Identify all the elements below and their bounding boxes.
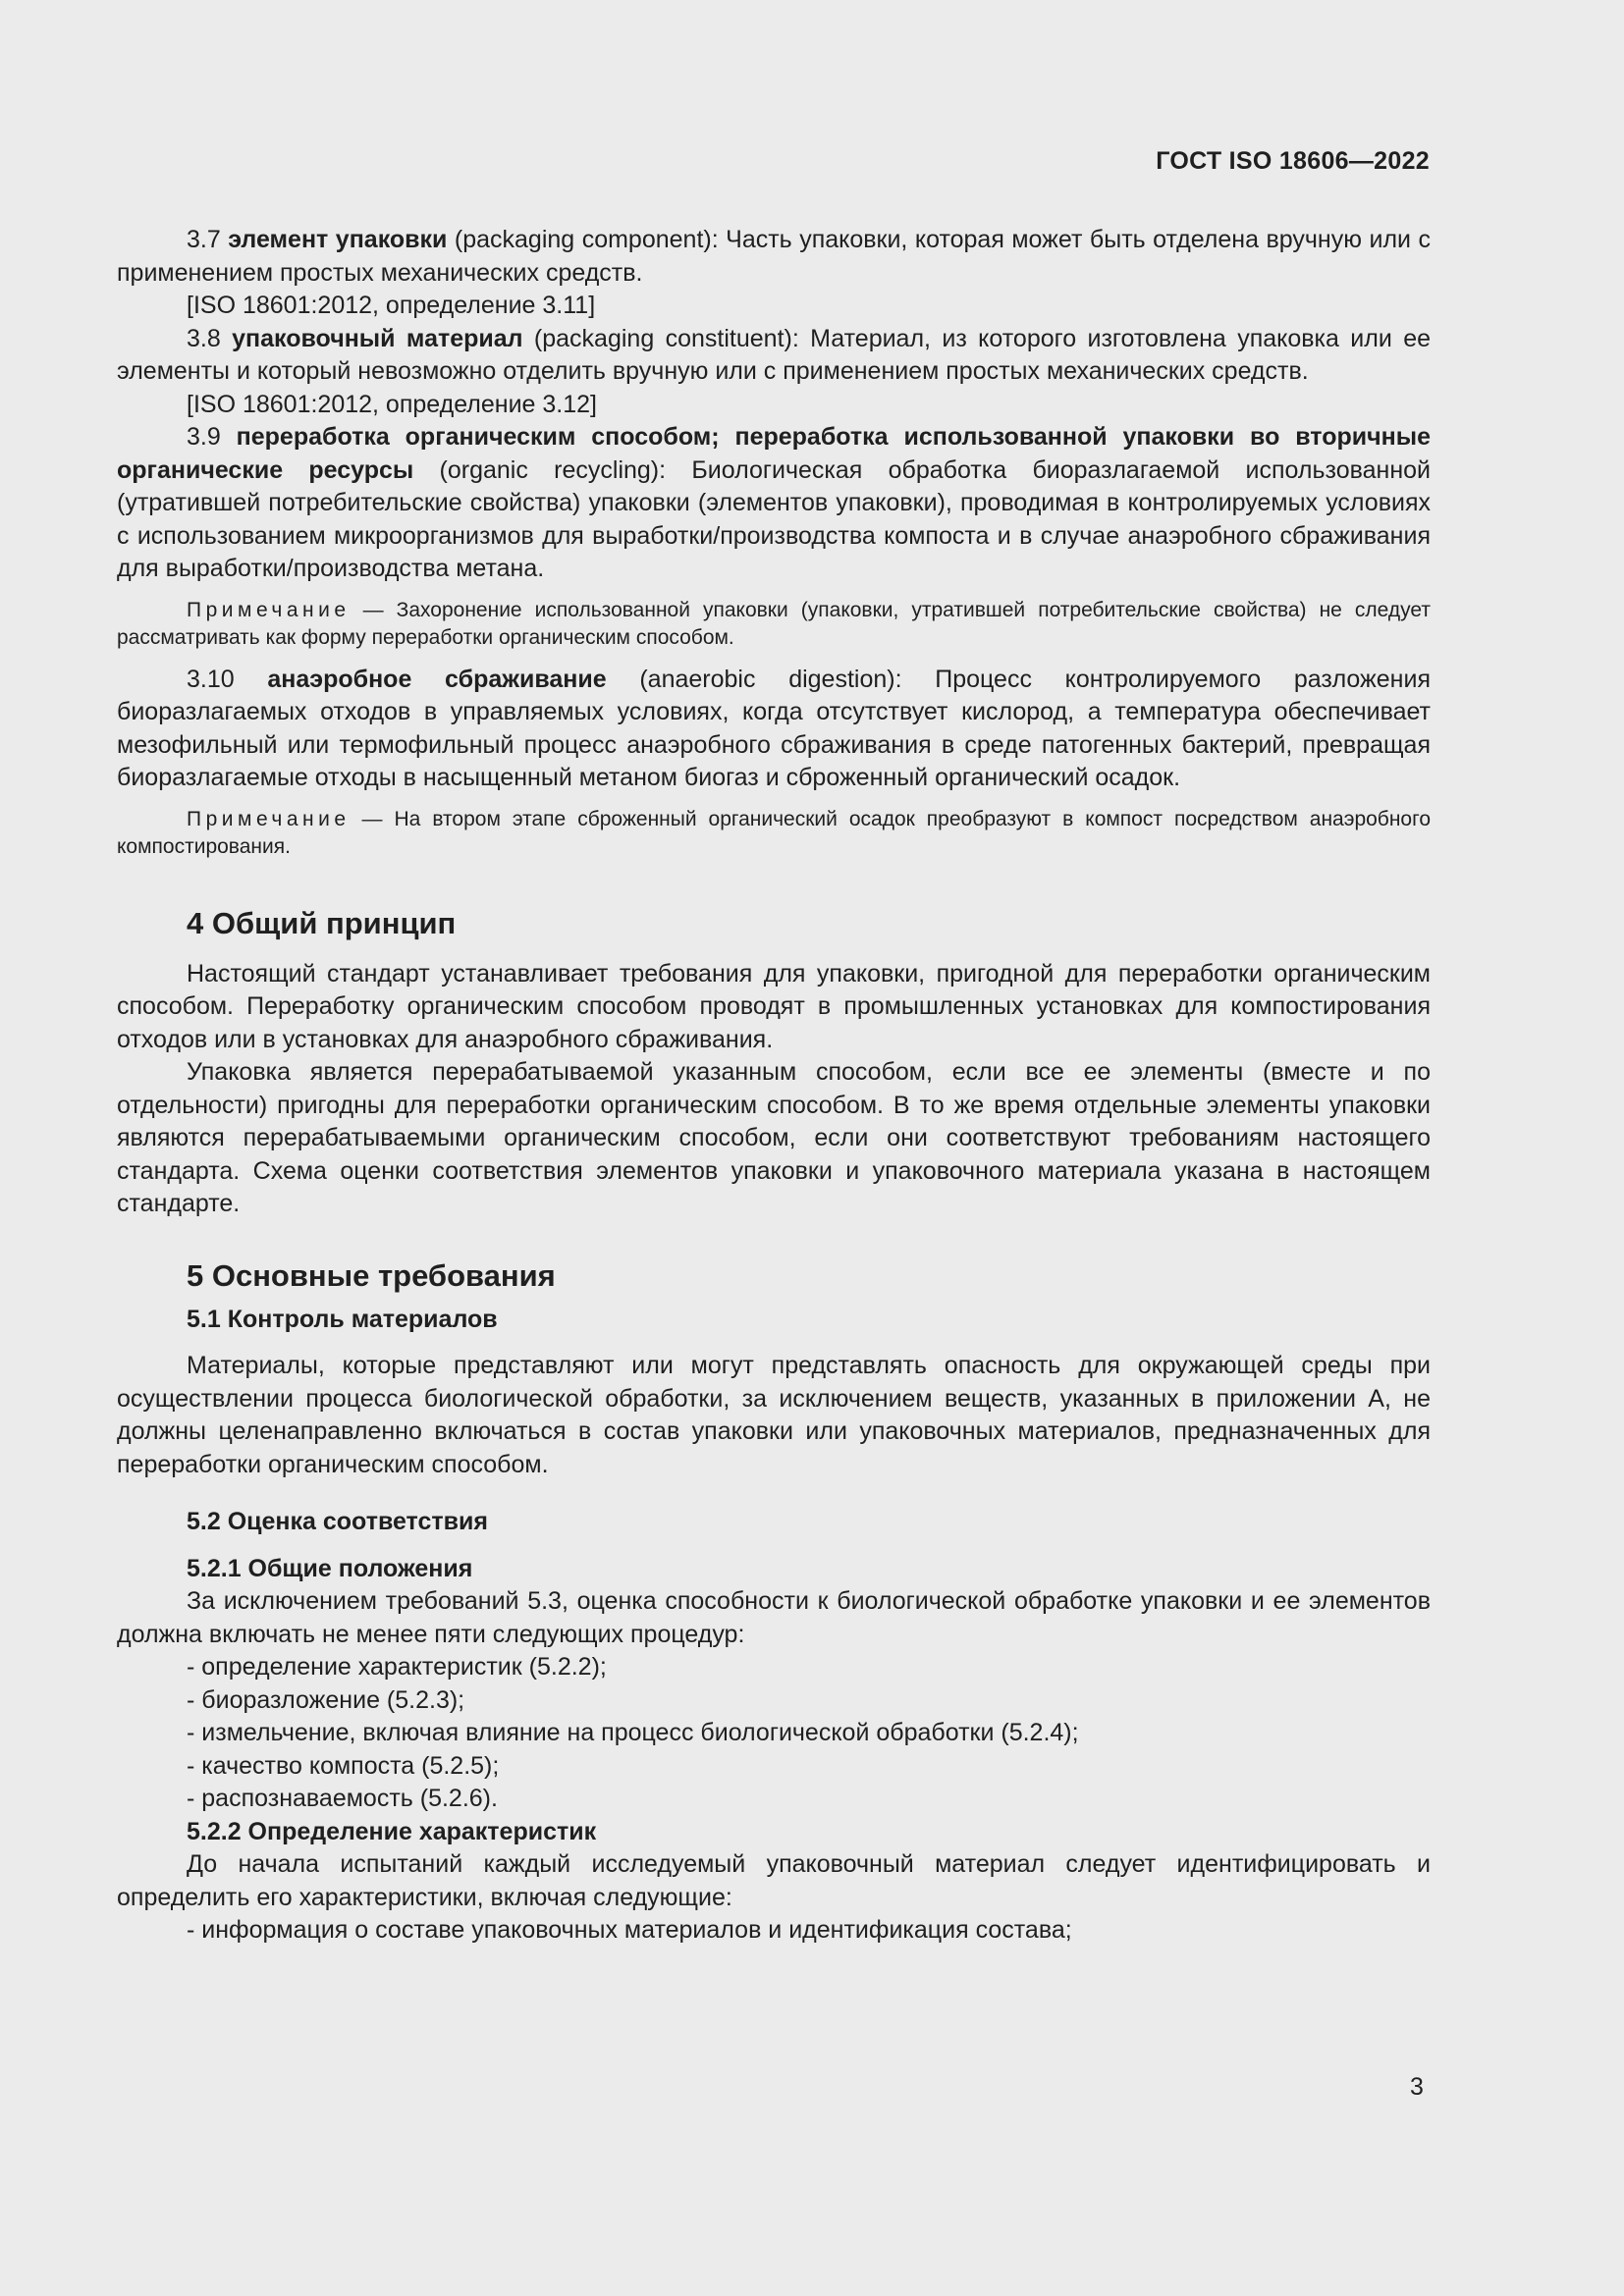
term-number: 3.7	[187, 226, 229, 253]
term-number: 3.10	[187, 665, 268, 693]
term-name: упаковочный материал	[232, 324, 523, 352]
subsection-heading: 5.2.1 Общие положения	[187, 1554, 473, 1582]
section-heading: 4 Общий принцип	[187, 905, 457, 940]
term-reference: [ISO 18601:2012, определение 3.12]	[187, 390, 598, 418]
term-definition: (packaging component): Часть упаковки, которая может быть отделена вручную или с применением простых механических средств.	[117, 226, 1431, 287]
list-item: - определение характеристик (5.2.2);	[187, 1651, 1431, 1684]
subsection-heading: 5.2 Оценка соответствия	[187, 1508, 488, 1535]
term-number: 3.9	[187, 423, 237, 451]
list-item: - качество компоста (5.2.5);	[187, 1750, 1431, 1784]
list-item: - измельчение, включая влияние на процесс биологической обработки (5.2.4);	[187, 1717, 1431, 1750]
term-3-7	[117, 224, 1431, 290]
note	[117, 806, 1431, 861]
note	[117, 597, 1431, 652]
list-item: - распознаваемость (5.2.6).	[187, 1783, 1431, 1816]
note-label: Примечание	[187, 807, 351, 830]
term-name: элемент упаковки	[228, 226, 448, 253]
page-number: 3	[1410, 2073, 1424, 2101]
bullet-list	[117, 1914, 1431, 1948]
paragraph: За исключением требований 5.3, оценка способности к биологической обработке упаковки и ее элементов должна включать не менее пяти следующих процедур:	[117, 1587, 1431, 1648]
term-definition: (organic recycling): Биологическая обработка биоразлагаемой использованной (утратившей потребительские свойства) упаковки (элементов упаковки), проводимая в контролируемых условиях с использованием микроорганизмов для выработки/производства компоста и в случае анаэробного сбраживания для выработки/производства метана.	[117, 455, 1431, 582]
term-name: анаэробное сбраживание	[267, 665, 607, 693]
note-label: Примечание	[187, 598, 351, 621]
term-definition: (packaging constituent): Материал, из которого изготовлена упаковка или ее элементы и который невозможно отделить вручную или с применением простых механических средств.	[117, 324, 1432, 385]
subsection-heading: 5.2.2 Определение характеристик	[187, 1817, 597, 1845]
term-number: 3.8	[187, 324, 233, 352]
term-name: переработка органическим способом; переработка использованной упаковки во вторичные органические ресурсы	[117, 423, 1431, 484]
section-heading: 5 Основные требования	[187, 1257, 556, 1293]
term-definition: (anaerobic digestion): Процесс контролируемого разложения биоразлагаемых отходов в управляемых условиях, когда отсутствует кислород, а температура обеспечивает мезофильный или термофильный процесс анаэробного сбраживания в среде патогенных бактерий, превращая биоразлагаемые отходы в насыщенный метаном биогаз и сброженный органический осадок.	[117, 665, 1431, 791]
paragraph: До начала испытаний каждый исследуемый упаковочный материал следует идентифицировать и определить его характеристики, включая следующие:	[117, 1850, 1431, 1911]
paragraph: Упаковка является перерабатываемой указанным способом, если все ее элементы (вместе и по отдельности) пригодны для переработки органическим способом. В то же время отдельные элементы упаковки являются перерабатываемыми органическим способом, если они соответствуют требованиям настоящего стандарта. Схема оценки соответствия элементов упаковки и упаковочного материала указана в настоящем стандарте.	[117, 1058, 1431, 1217]
subsection-heading: 5.1 Контроль материалов	[187, 1305, 498, 1333]
list-item: - биоразложение (5.2.3);	[187, 1684, 1431, 1718]
list-item: - информация о составе упаковочных материалов и идентификация состава;	[187, 1914, 1431, 1948]
note-text: — Захоронение использованной упаковки (упаковки, утратившей потребительские свойства) не следует рассматривать как форму переработки органическим способом.	[117, 598, 1431, 649]
bullet-list	[117, 1651, 1431, 1816]
note-text: — На втором этапе сброженный органический осадок преобразуют в компост посредством анаэробного компостирования.	[117, 807, 1431, 858]
term-3-9	[117, 421, 1431, 586]
term-3-8	[117, 323, 1431, 389]
paragraph: Материалы, которые представляют или могут представлять опасность для окружающей среды при осуществлении процесса биологической обработки, за исключением веществ, указанных в приложении А, не должны целенаправленно включаться в состав упаковки или упаковочных материалов, предназначенных для переработки органическим способом.	[117, 1352, 1431, 1478]
document-header: ГОСТ ISO 18606—2022	[1156, 147, 1430, 175]
document-body	[117, 224, 1431, 1948]
term-3-10	[117, 664, 1431, 795]
term-reference: [ISO 18601:2012, определение 3.11]	[187, 292, 596, 319]
paragraph: Настоящий стандарт устанавливает требования для упаковки, пригодной для переработки органическим способом. Переработку органическим способом проводят в промышленных установках для компостирования отходов или в установках для анаэробного сбраживания.	[117, 959, 1431, 1053]
